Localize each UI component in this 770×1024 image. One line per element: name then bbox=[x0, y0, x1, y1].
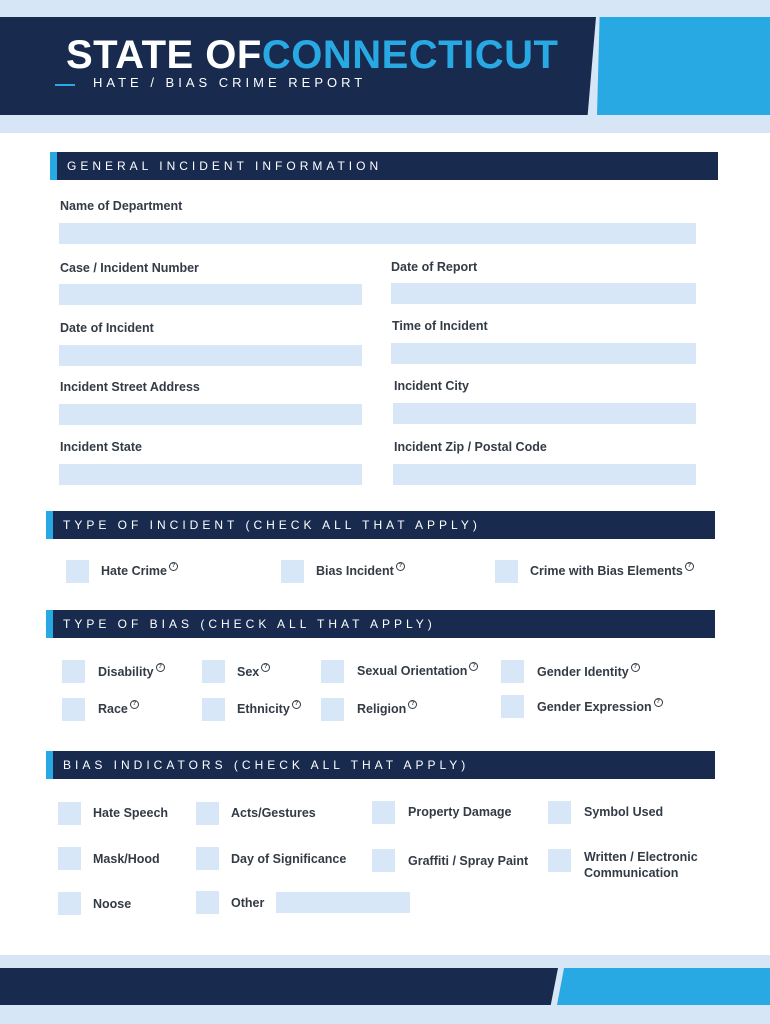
case-number-label: Case / Incident Number bbox=[60, 261, 199, 275]
crime-with-bias-checkbox[interactable] bbox=[495, 560, 518, 583]
help-icon[interactable]: ? bbox=[396, 562, 405, 571]
noose-label: Noose bbox=[93, 897, 132, 911]
help-icon[interactable]: ? bbox=[169, 562, 178, 571]
help-icon[interactable]: ? bbox=[654, 698, 663, 707]
state-label: Incident State bbox=[60, 440, 142, 454]
noose-checkbox[interactable] bbox=[58, 892, 81, 915]
acts-gestures-checkbox[interactable] bbox=[196, 802, 219, 825]
sex-checkbox[interactable] bbox=[202, 660, 225, 683]
help-icon[interactable]: ? bbox=[408, 700, 417, 709]
section-incident-type-heading: TYPE OF INCIDENT (CHECK ALL THAT APPLY) bbox=[46, 511, 715, 539]
help-icon[interactable]: ? bbox=[469, 662, 478, 671]
gender-identity-label: Gender Identity ? bbox=[537, 665, 640, 679]
other-input[interactable] bbox=[276, 892, 410, 913]
form-card bbox=[0, 133, 770, 955]
sex-label: Sex ? bbox=[237, 665, 270, 679]
street-address-input[interactable] bbox=[59, 404, 362, 425]
zip-label: Incident Zip / Postal Code bbox=[394, 440, 547, 454]
written-communication-checkbox[interactable] bbox=[548, 849, 571, 872]
help-icon[interactable]: ? bbox=[631, 663, 640, 672]
help-icon[interactable]: ? bbox=[261, 663, 270, 672]
crime-with-bias-label: Crime with Bias Elements ? bbox=[530, 564, 694, 578]
symbol-used-label: Symbol Used bbox=[584, 805, 664, 819]
help-icon[interactable]: ? bbox=[130, 700, 139, 709]
incident-time-label: Time of Incident bbox=[392, 319, 488, 333]
footer-accent-block bbox=[557, 968, 770, 1005]
section-bias-type-heading: TYPE OF BIAS (CHECK ALL THAT APPLY) bbox=[46, 610, 715, 638]
section-indicators-heading: BIAS INDICATORS (CHECK ALL THAT APPLY) bbox=[46, 751, 715, 779]
street-address-label: Incident Street Address bbox=[60, 380, 200, 394]
zip-input[interactable] bbox=[393, 464, 696, 485]
report-date-label: Date of Report bbox=[391, 260, 478, 274]
mask-hood-label: Mask/Hood bbox=[93, 852, 160, 866]
help-icon[interactable]: ? bbox=[156, 663, 165, 672]
race-checkbox[interactable] bbox=[62, 698, 85, 721]
sexual-orientation-label: Sexual Orientation ? bbox=[357, 664, 478, 678]
page-title bbox=[66, 32, 558, 78]
state-input[interactable] bbox=[59, 464, 362, 485]
report-date-input[interactable] bbox=[391, 283, 696, 304]
department-label: Name of Department bbox=[60, 199, 183, 213]
gender-expression-checkbox[interactable] bbox=[501, 695, 524, 718]
incident-date-input[interactable] bbox=[59, 345, 362, 366]
hate-speech-label: Hate Speech bbox=[93, 806, 169, 820]
hate-crime-label: Hate Crime ? bbox=[101, 564, 178, 578]
religion-checkbox[interactable] bbox=[321, 698, 344, 721]
religion-label: Religion ? bbox=[357, 702, 417, 716]
subtitle-rule bbox=[55, 84, 75, 86]
department-input[interactable] bbox=[59, 223, 696, 244]
gender-identity-checkbox[interactable] bbox=[501, 660, 524, 683]
day-of-significance-label: Day of Significance bbox=[231, 852, 347, 866]
gender-expression-label: Gender Expression ? bbox=[537, 700, 663, 714]
property-damage-label: Property Damage bbox=[408, 805, 512, 819]
disability-label: Disability ? bbox=[98, 665, 165, 679]
written-communication-label: Written / Electronic Communication bbox=[584, 850, 698, 880]
incident-time-input[interactable] bbox=[391, 343, 696, 364]
race-label: Race ? bbox=[98, 702, 139, 716]
property-damage-checkbox[interactable] bbox=[372, 801, 395, 824]
city-label: Incident City bbox=[394, 379, 470, 393]
disability-checkbox[interactable] bbox=[62, 660, 85, 683]
acts-gestures-label: Acts/Gestures bbox=[231, 806, 316, 820]
hate-speech-checkbox[interactable] bbox=[58, 802, 81, 825]
title-state-of: STATE OF bbox=[66, 33, 262, 77]
ethnicity-checkbox[interactable] bbox=[202, 698, 225, 721]
header-accent-block bbox=[597, 17, 770, 115]
ethnicity-label: Ethnicity ? bbox=[237, 702, 301, 716]
mask-hood-checkbox[interactable] bbox=[58, 847, 81, 870]
hate-crime-checkbox[interactable] bbox=[66, 560, 89, 583]
help-icon[interactable]: ? bbox=[685, 562, 694, 571]
page-subtitle: HATE / BIAS CRIME REPORT bbox=[93, 75, 367, 90]
incident-date-label: Date of Incident bbox=[60, 321, 154, 335]
day-of-significance-checkbox[interactable] bbox=[196, 847, 219, 870]
bias-incident-label: Bias Incident ? bbox=[316, 564, 405, 578]
title-connecticut: CONNECTICUT bbox=[261, 33, 559, 77]
symbol-used-checkbox[interactable] bbox=[548, 801, 571, 824]
sexual-orientation-checkbox[interactable] bbox=[321, 660, 344, 683]
graffiti-label: Graffiti / Spray Paint bbox=[408, 854, 529, 868]
help-icon[interactable]: ? bbox=[292, 700, 301, 709]
case-number-input[interactable] bbox=[59, 284, 362, 305]
other-label: Other bbox=[231, 896, 265, 910]
bias-incident-checkbox[interactable] bbox=[281, 560, 304, 583]
section-general-heading: GENERAL INCIDENT INFORMATION bbox=[50, 152, 718, 180]
city-input[interactable] bbox=[393, 403, 696, 424]
footer-banner bbox=[0, 968, 558, 1005]
other-checkbox[interactable] bbox=[196, 891, 219, 914]
graffiti-checkbox[interactable] bbox=[372, 849, 395, 872]
